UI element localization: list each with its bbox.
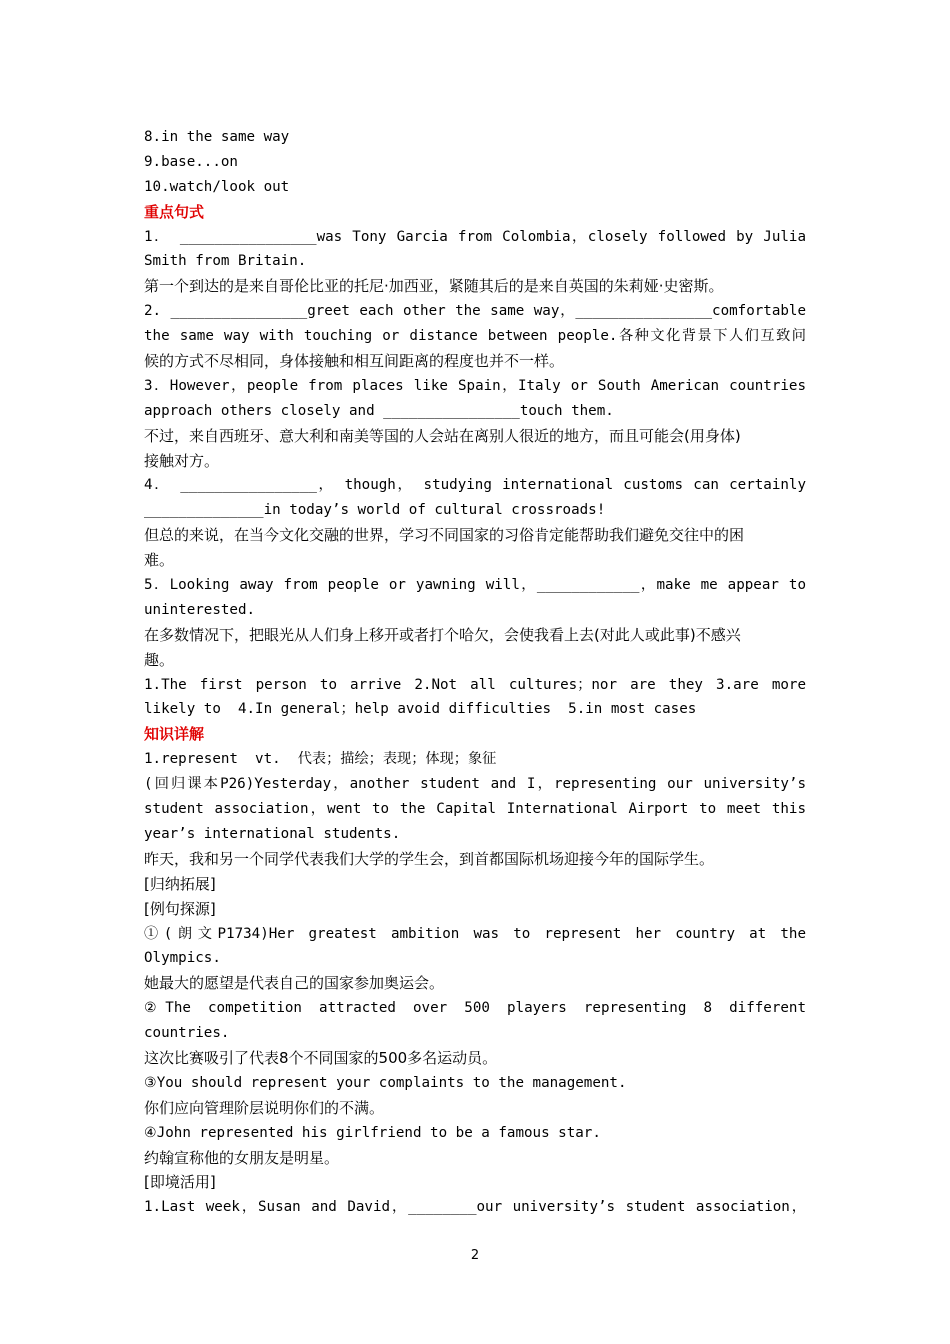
text-line: 1． ________________was Tony Garcia from Colombia，closely followed by Julia: [144, 228, 806, 245]
text-line: uninterested.: [144, 601, 256, 618]
text-line: 8.in the same way: [144, 129, 290, 145]
text-line: the same way with touching or distance between people.各种文化背景下人们互致问: [144, 328, 806, 345]
text-line: 约翰宣称他的女朋友是明星。: [144, 1148, 340, 1167]
text-line: 但总的来说，在当今文化交融的世界，学习不同国家的习俗肯定能帮助我们避免交往中的困: [144, 526, 745, 545]
text-line: 4． ________________， though， studying international customs can certainly: [144, 477, 806, 494]
text-line: 5．Looking away from people or yawning will，____________，make me appear to: [144, 577, 806, 594]
document-body: [144, 125, 806, 1220]
text-line: Olympics.: [144, 950, 221, 967]
text-line: 第一个到达的是来自哥伦比亚的托尼·加西亚，紧随其后的是来自英国的朱莉娅·史密斯。: [144, 277, 724, 296]
text-line: 难。: [144, 551, 175, 570]
text-line: approach others closely and ________________touch them.: [144, 402, 614, 419]
text-line: 她最大的愿望是代表自己的国家参加奥运会。: [144, 974, 445, 993]
text-line: ④John represented his girlfriend to be a famous star.: [144, 1124, 601, 1141]
text-line: ______________in today’s world of cultural crossroads!: [144, 502, 606, 519]
text-line: 2. ________________greet each other the same way，________________comfortable: [144, 303, 806, 320]
text-line: 9.base...on: [144, 153, 238, 170]
text-line: 你们应向管理阶层说明你们的不满。: [144, 1098, 385, 1117]
text-line: [归纳拓展]: [144, 874, 216, 893]
text-line: 1.Last week，Susan and David，________our university’s student association，: [144, 1199, 806, 1216]
text-line: student association，went to the Capital International Airport to meet this: [144, 801, 806, 818]
text-line: 在多数情况下，把眼光从人们身上移开或者打个哈欠，会使我看上去(对此人或此事)不感兴: [144, 625, 741, 644]
text-line: ③You should represent your complaints to the management.: [144, 1074, 627, 1091]
text-line: 3．However，people from places like Spain，Italy or South American countries: [144, 377, 806, 394]
page-number: 2: [470, 1248, 480, 1263]
text-line: ①(朗文P1734)Her greatest ambition was to represent her country at the: [144, 925, 806, 942]
text-line: Smith from Britain.: [144, 253, 307, 270]
text-line: 1.The first person to arrive 2.Not all cultures；nor are they 3.are more: [144, 676, 806, 693]
text-line: 接触对方。: [144, 451, 220, 470]
text-line: 趣。: [144, 650, 175, 669]
text-line: 1.represent vt. 代表；描绘；表现；体现；象征: [144, 751, 497, 768]
text-line: 昨天，我和另一个同学代表我们大学的学生会，到首都国际机场迎接今年的国际学生。: [144, 849, 715, 868]
text-line: likely to 4.In general；help avoid difficulties 5.in most cases: [144, 701, 697, 718]
text-line: [即境活用]: [144, 1173, 216, 1192]
text-line: [例句探源]: [144, 899, 216, 918]
text-line: (回归课本P26)Yesterday，another student and I，representing our university’s: [144, 776, 806, 793]
text-line: 这次比赛吸引了代表8个不同国家的500多名运动员。: [144, 1048, 498, 1067]
section-heading: 重点句式: [144, 202, 205, 221]
text-line: year’s international students.: [144, 825, 401, 842]
text-line: 不过，来自西班牙、意大利和南美等国的人会站在离别人很近的地方，而且可能会(用身体): [144, 426, 741, 445]
section-heading: 知识详解: [144, 725, 205, 744]
text-line: 10.watch/look out: [144, 178, 290, 195]
text-line: ②The competition attracted over 500 players representing 8 different: [144, 1000, 806, 1017]
text-line: 候的方式不尽相同，身体接触和相互间距离的程度也并不一样。: [144, 352, 565, 371]
text-line: countries.: [144, 1025, 230, 1042]
